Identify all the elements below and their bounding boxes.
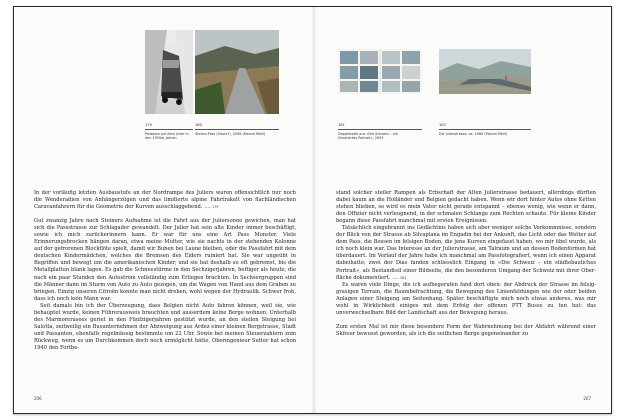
photo-book-spread-thumbs [338,49,422,94]
gutter-shadow [311,7,317,413]
caption-number: 179 [145,123,152,127]
caption-rule [439,129,531,130]
figure-reference: —— 179 [204,205,219,210]
photo-mountain-road [195,30,279,114]
paragraph-text: In der vorläufig letzten Ausbaustufe an der Nordrampe des Juliers waren offensichtlich nur noch die Wenderadien von Anhängerzügen und das limitierte alpine Fahrtrakelt von flachländischen Caravanfahrern für die Geometrie der Kurven ausschlaggebend. [34,190,296,211]
paragraph: Seit damals bin ich der Überzeugung, dass Belgien nicht Auto fahren können, weil sie, wie behauptet wurde, keinen Führerausweis brauchten und ausserdem keine Berge wohnen. Unterhalb des Marmorerasees geriet in den Fünfzigerjahren gestützt wurde, an den steilen Steigung bei Salotta, zeitweilig ein Busunternehmen der Abzweigung aus Ardez einer kleinen Bergstrasse, Stadt und Passanten, ebenfalls regelmässig bestimmte um 22 Uhr. Sowie bei meinen Steuerzahlern zum Rückweg, wenn es um Durchkommen doch noch ermöglicht hätte. Oberingenieur Sutter hat schon 1940 den Fortbe- [34,302,296,351]
paragraph: Zum ersten Mal ist mir diese besondere Form der Wahrnehmung bei der Abfahrt während einer Skitour bewusst geworden, als ich die seitlichen Berge gegeneinander zu [336,323,596,337]
caption-number: 182 [439,123,446,127]
postbus-snow-image [145,30,193,114]
caption-rule [145,129,193,130]
book-spread [13,6,612,414]
figure-reference-number: 179 [211,205,219,210]
figure-reference-number: 181 [399,275,407,280]
caption-number: 181 [338,123,345,127]
caption-text: Stelvio-Pass (Gavia?), 2006 (Marcel Meili) [195,132,266,136]
paragraph: stand solcher steiler Rampen als Erbschaft der Alten Julierstrasse bedauert, allerdings dürften dabei kaum an die Holländer und Belgien gedacht haben. Wenn wir dort hinter Autos ohne Ketten stehen blieben, so wird es mein Vater nicht gerade entspannt – ebenso wenig, wie wenn er dann, den Offizier nicht verleugnend, in der schmalen Schlange zum Rechten schaute. Für kleine Kinder begann diese Passfahrt manchmal mit ersten Ereignissen. [336,190,596,225]
caption-text: Postauto auf dem Julier in den 1950er-Jahren [145,132,189,141]
right-text-column [336,190,596,338]
caption-text: Die Julierstrasse, ca. 1960 (Marcel Meili) [439,132,508,136]
figure-reference: —— 181 [391,275,407,280]
caption-rule [195,129,279,130]
mountain-road-image [195,30,279,114]
paragraph [34,190,296,211]
paragraph: Es waren viele Dinge, die ich aufbegerufen fand dort oben: der Abdruck der Strasse im felsig-grasigen Terrain, die Raumbefrachtung, die Bewegung des Linienfeldungen wie der oder beiden Anlagen einer Steigung am Seitenhang. Später beschäftigte mich noch etwas anderes, was mir wohl in Wirklichkeit einiges mit dem Erfolg der offenen PTT Busse zu tun hat: das unverwechselbare Bild der Landschaft aus der Bewegung heraus. [336,281,596,316]
paragraph [336,225,596,281]
page-number-right: 207 [583,396,591,401]
book-spread-thumbs-image [338,49,422,94]
paragraph-text: Tatsächlich eingebrannt ins Gedächtnis haben sich aber weniger solche Vorkommnisse, sondern der Blick von der Strasse ab Silvaplana im Engadin bei der Ankunft, das Licht oder das Wetter auf dem Pass, die Bossen im felsigen Boden, die jene Kurven eingefasst haben, wo mir übel wurde, als ich noch klein war. Das Interesse an der Julierstrasse, am Talraum und an dessen Bodenformen hat überdauert. Im Verlauf der Jahre habe ich manchmal am Passfotografiert, wenn ich einen Apparat dabeihatte; zwei der Dias fanden schliesslich Eingang in «Die Schweiz – ein städtebauliches Portrait», als Bestandteil einer Bildseite, die den besonderen Umgang der Schweiz mit ihrer Oberfläche dokumentiert. [336,225,596,281]
paragraph: Gut zwanzig Jahre nach Steiners Aufnahme ist die Fahrt aus der Juliersonne gewichen, man hat sich die Passstrasse zur Schlagader gewandelt. Der Julier hat sein alte Kinder immer beschäftigt, sowie ich mich zurückerinnern kann. Er war für uns eine Art Pass Monster. Viele Erinnerungsbrocken hängen daran, etwa meine Mutter, wie sie nachts in der stehenden Kolonne auf der gefrorenen Blockflöte spielt, damit wir Buben bei Laune bleiben, oder die Passfahrt mit dem deutschen Kindermädchen, welches die Bremsen des Eiders ruiniert hat. Sie war ungeübt in Begriffen und bewegt um die amerikanischen Kinder, und sie hat deshalb so oft gebremst, bis die Metallplatten blank lagen. Es gab die Schneestürme in den Sechzigerjahren, heftiger als heute, die nach ein paar Stunden den Autostrom vollständig zum Erliegen brachten. In Sechsergruppen sind die Männer dann im Sturm von Auto zu Auto gezogen, um die Wagen von Hand aus dem Graben zu bringen. Einzig unseren Citroën konnte man nicht dreben, wohl wegen der Hydraulik. Schwer froh, dass ich noch kein Mann war. [34,218,296,302]
caption-number: 180 [195,123,202,127]
photo-postbus-snow [145,30,193,114]
julier-road-image [439,49,531,94]
caption-rule [338,129,422,130]
left-text-column [34,190,296,352]
page-number-left: 206 [34,396,42,401]
photo-julier-road [439,49,531,94]
caption-text: Doppelseite aus «Die Schweiz – ein illustriertes Portrait», 2005 [338,132,398,141]
